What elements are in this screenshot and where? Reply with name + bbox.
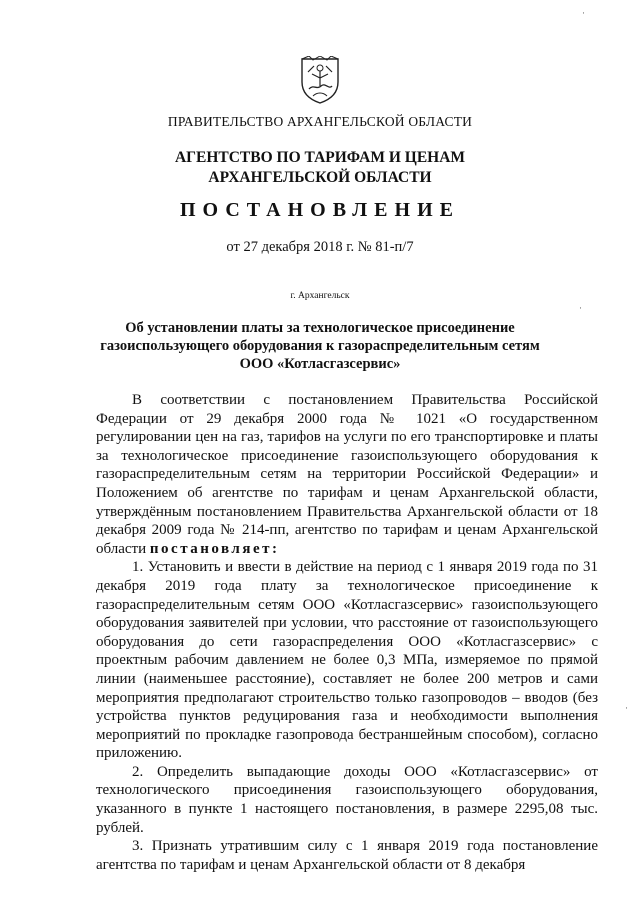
preamble-paragraph [96, 391, 598, 558]
subject-line-2: газоиспользующего оборудования к газораспределительным сетям [100, 338, 540, 354]
item-2-paragraph: 2. Определить выпадающие доходы ООО «Котласгазсервис» от технологического присоединения газоиспользующего оборудования, указанного в пункте 1 настоящего постановления, в размере 2295,08 тыс. рублей. [96, 763, 598, 836]
item-1-paragraph: 1. Установить и ввести в действие на период с 1 января 2019 года по 31 декабря 2019 года плату за технологическое присоединение к газораспределительным сетям ООО «Котласгазсервис» газоиспользующего оборудования заявителей при условии, что расстояние от газоиспользующего оборудования до сети газораспределения ООО «Котласгазсервис» с проектным рабочим давлением не более 0,3 МПа, измеряемое по прямой линии (наименьшее расстояние), составляет не более 200 метров и сами мероприятия предполагают строительство только газопроводов – вводов (без устройства пунктов редуцирования газа и необходимости выполнения мероприятий по прокладке газопровода бестраншейным способом), согласно приложению. [96, 559, 598, 762]
decree-word: постановляет: [149, 540, 280, 557]
government-name: ПРАВИТЕЛЬСТВО АРХАНГЕЛЬСКОЙ ОБЛАСТИ [167, 114, 473, 129]
subject-line-1: Об установлении платы за технологическое присоединение [125, 320, 515, 336]
date-number: от 27 декабря 2018 г. № 81-п/7 [226, 239, 414, 255]
scan-mark: · [582, 8, 585, 18]
scan-mark: · [625, 703, 628, 713]
subject-line-3: ООО «Котласгазсервис» [239, 356, 401, 372]
document-subject [0, 319, 640, 373]
document-type: ПОСТАНОВЛЕНИЕ [180, 199, 460, 221]
agency-line-2: АРХАНГЕЛЬСКОЙ ОБЛАСТИ [208, 169, 432, 186]
document-body [96, 391, 598, 874]
preamble-text: В соответствии с постановлением Правительства Российской Федерации от 29 декабря 2000 года № 1021 «О государственном регулировании цен на газ, тарифов на услуги по его транспортировке и платы за технологическое присоединение газоиспользующего оборудования к газораспределительным сетям на территории Российской Федерации» и Положением об агентстве по тарифам и ценам Архангельской области, утверждённым постановлением Правительства Архангельской области от 18 декабря 2009 года № 214-пп, агентство по тарифам и ценам Архангельской области [96, 392, 598, 557]
scan-mark: · [579, 303, 582, 313]
city: г. Архангельск [290, 291, 350, 301]
coat-of-arms-icon [299, 56, 341, 104]
agency-line-1: АГЕНТСТВО ПО ТАРИФАМ И ЦЕНАМ [174, 149, 466, 166]
agency-name [0, 148, 640, 188]
item-3-paragraph: 3. Признать утратившим силу с 1 января 2019 года постановление агентства по тарифам и ценам Архангельской области от 8 декабря [96, 838, 598, 873]
